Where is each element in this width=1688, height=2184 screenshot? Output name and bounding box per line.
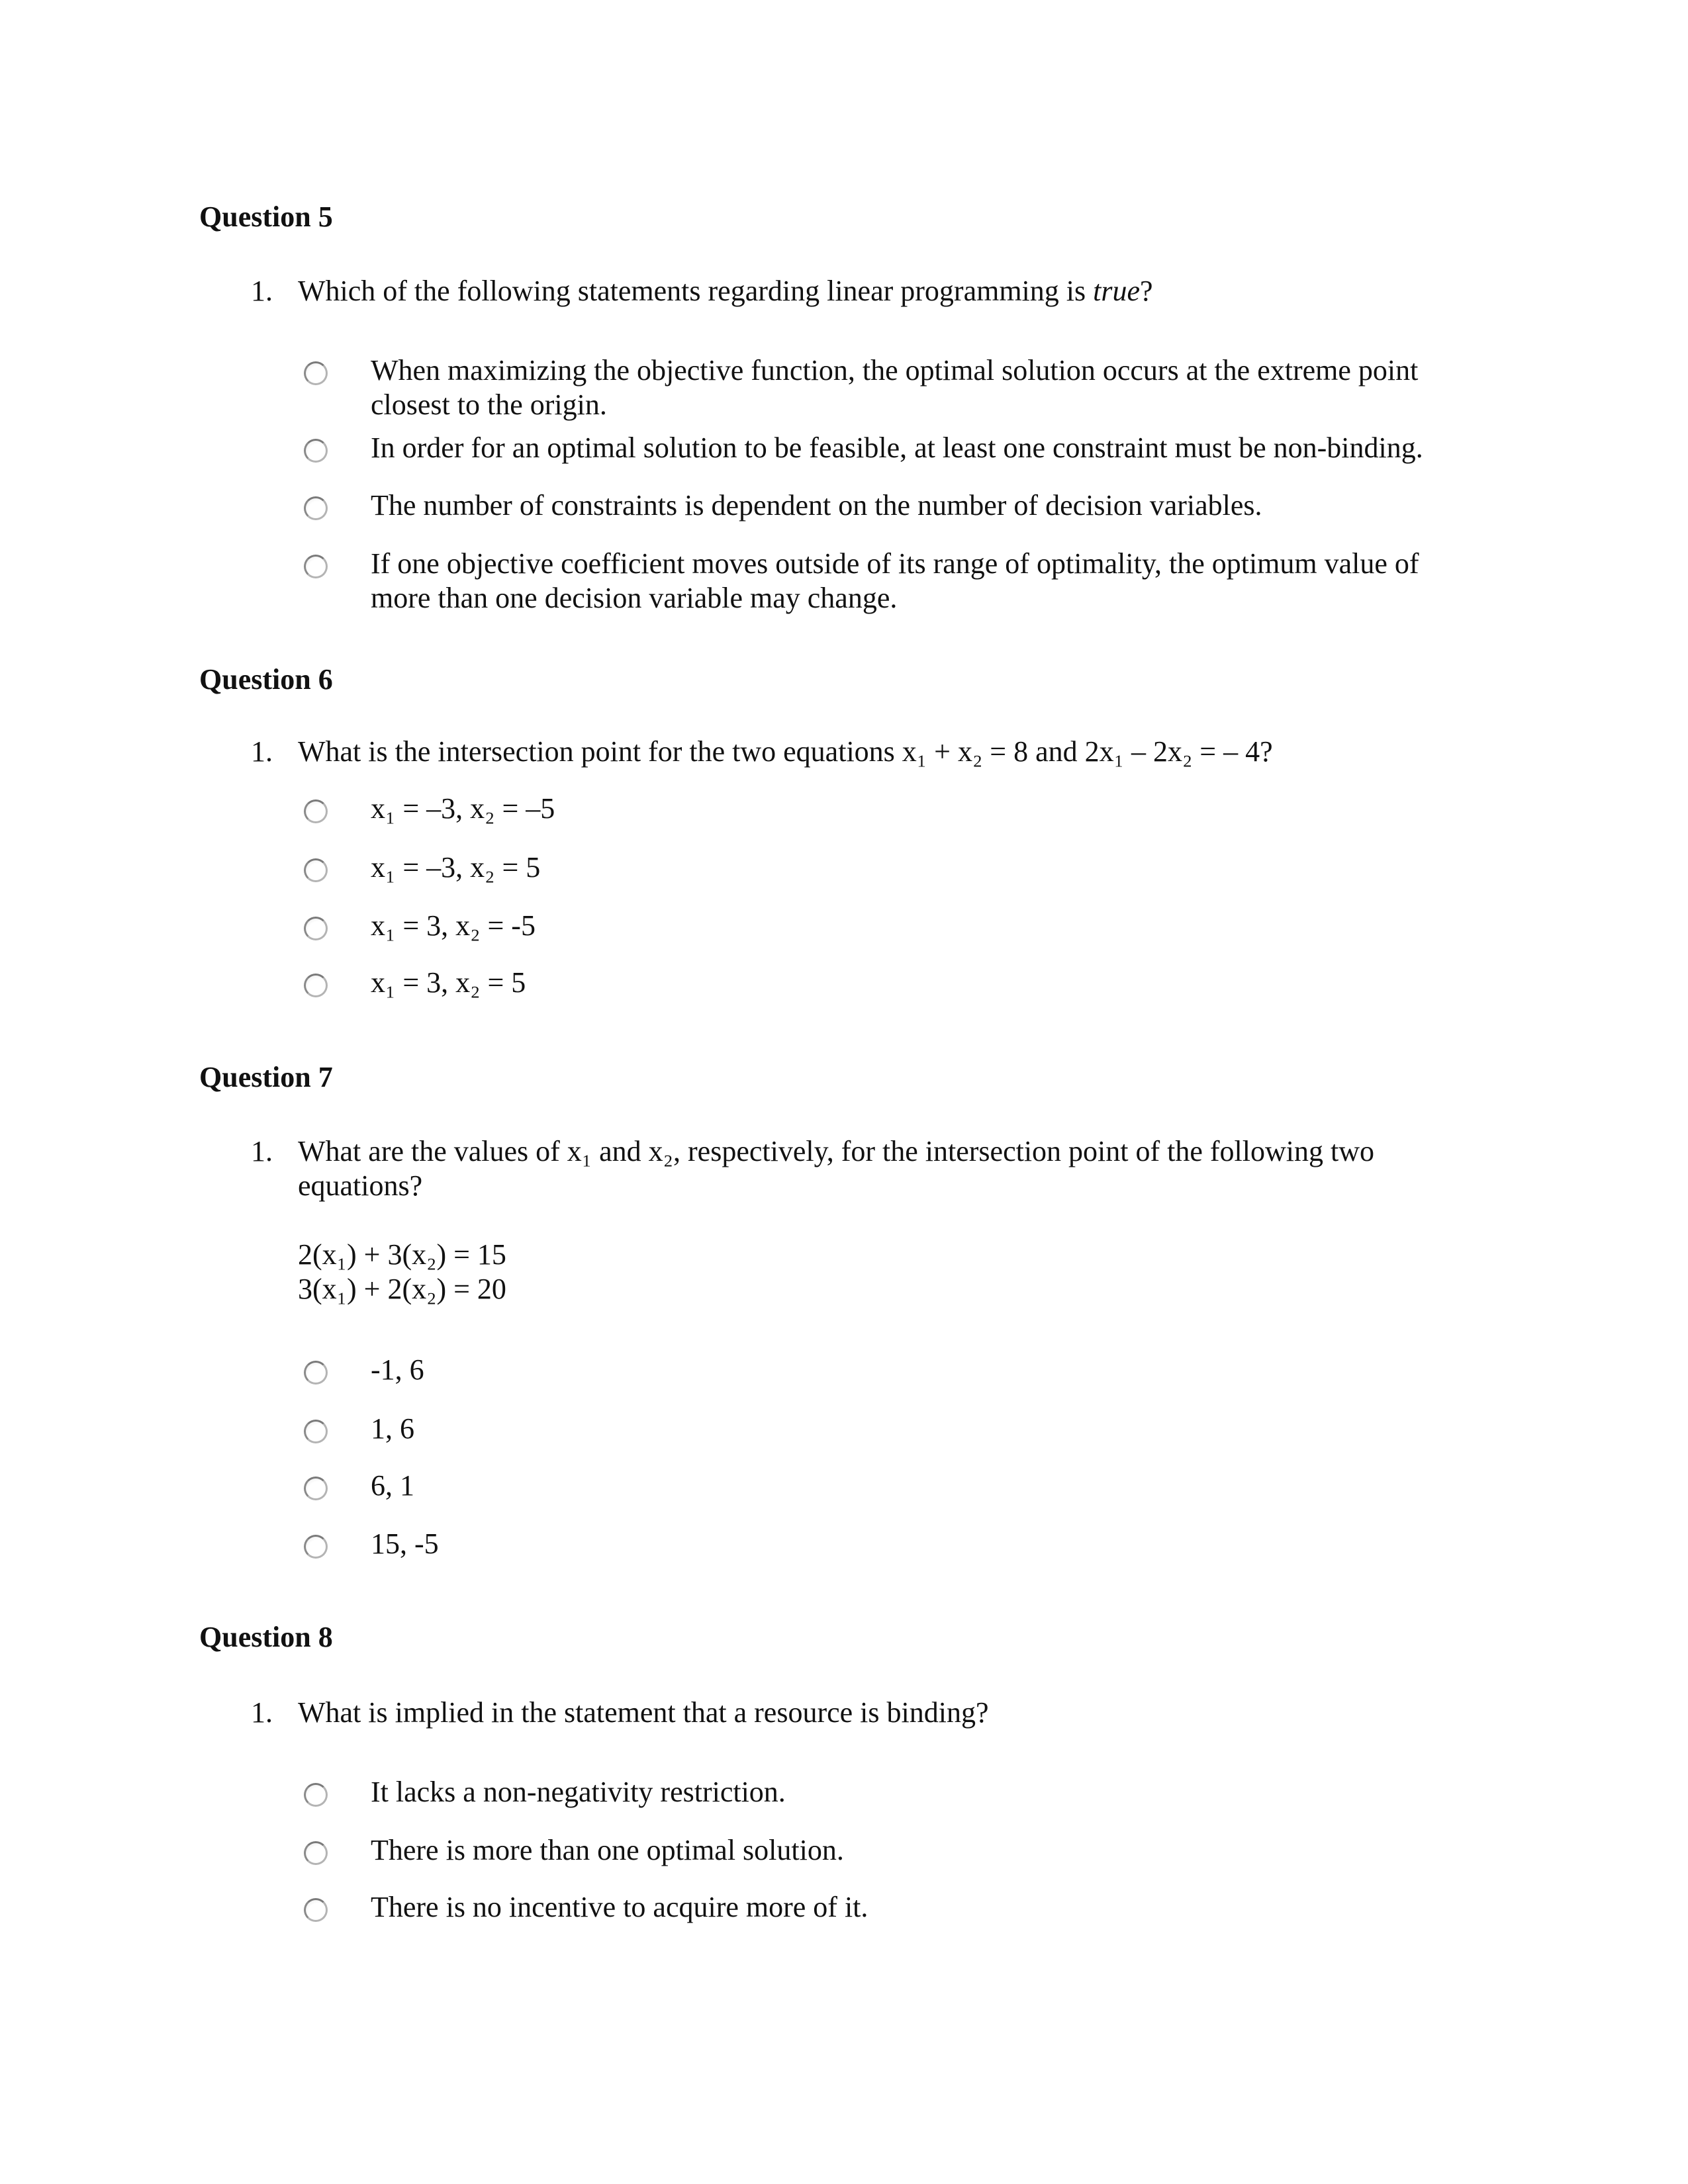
question-7-text: What are the values of x₁ and x₂, respectively, for the intersection point of the following two equations? — [298, 1135, 1375, 1202]
option-label: 1, 6 — [371, 1412, 414, 1445]
option-label: -1, 6 — [371, 1353, 424, 1386]
question-text: Which of the following statements regarding linear programming is — [298, 275, 1094, 307]
radio-option-q6-c[interactable] — [304, 917, 328, 940]
option-label: x₁ = –3, x₂ = –5 — [371, 792, 555, 825]
radio-option-q8-c[interactable] — [304, 1898, 328, 1922]
radio-option-q5-c[interactable] — [304, 496, 328, 520]
option-label: In order for an optimal solution to be feasible, at least one constraint must be non-binding. — [371, 432, 1423, 464]
question-5-text — [298, 274, 1489, 308]
option-label: 6, 1 — [371, 1469, 414, 1502]
question-6-text: What is the intersection point for the two equations x₁ + x₂ = 8 and 2x₁ – 2x₂ = – 4? — [298, 735, 1273, 768]
question-number: 1. — [251, 1696, 273, 1729]
question-number: 1. — [251, 1135, 273, 1167]
radio-option-q6-d[interactable] — [304, 974, 328, 997]
radio-option-q5-b[interactable] — [304, 439, 328, 463]
option-label: If one objective coefficient moves outside of its range of optimality, the optimum value of more than one decision variable may change. — [371, 547, 1419, 614]
option-label: When maximizing the objective function, the optimal solution occurs at the extreme point closest to the origin. — [371, 354, 1419, 421]
radio-option-q7-a[interactable] — [304, 1361, 328, 1385]
equation-1: 2(x₁) + 3(x₂) = 15 — [298, 1238, 506, 1271]
radio-option-q6-a[interactable] — [304, 799, 328, 823]
option-label: x₁ = –3, x₂ = 5 — [371, 851, 541, 884]
radio-option-q6-b[interactable] — [304, 858, 328, 882]
question-8-text: What is implied in the statement that a resource is binding? — [298, 1696, 989, 1729]
radio-option-q5-d[interactable] — [304, 555, 328, 578]
question-number: 1. — [251, 275, 273, 307]
question-7-heading: Question 7 — [199, 1061, 333, 1093]
question-8-heading: Question 8 — [199, 1621, 333, 1653]
radio-option-q5-a[interactable] — [304, 361, 328, 385]
option-label: There is no incentive to acquire more of it. — [371, 1891, 868, 1923]
option-label: x₁ = 3, x₂ = -5 — [371, 909, 536, 942]
option-label: 15, -5 — [371, 1527, 439, 1560]
radio-option-q7-d[interactable] — [304, 1535, 328, 1559]
question-number: 1. — [251, 735, 273, 768]
equation-2: 3(x₁) + 2(x₂) = 20 — [298, 1273, 506, 1305]
option-label: The number of constraints is dependent on the number of decision variables. — [371, 489, 1262, 522]
radio-option-q8-b[interactable] — [304, 1841, 328, 1865]
question-emphasis: true — [1093, 275, 1141, 307]
radio-option-q7-b[interactable] — [304, 1420, 328, 1443]
radio-option-q7-c[interactable] — [304, 1477, 328, 1500]
question-5-heading: Question 5 — [199, 201, 333, 233]
question-text-end: ? — [1140, 275, 1153, 307]
option-label: There is more than one optimal solution. — [371, 1834, 844, 1866]
option-label: It lacks a non-negativity restriction. — [371, 1776, 786, 1808]
question-6-heading: Question 6 — [199, 663, 333, 696]
radio-option-q8-a[interactable] — [304, 1783, 328, 1807]
option-label: x₁ = 3, x₂ = 5 — [371, 966, 526, 999]
